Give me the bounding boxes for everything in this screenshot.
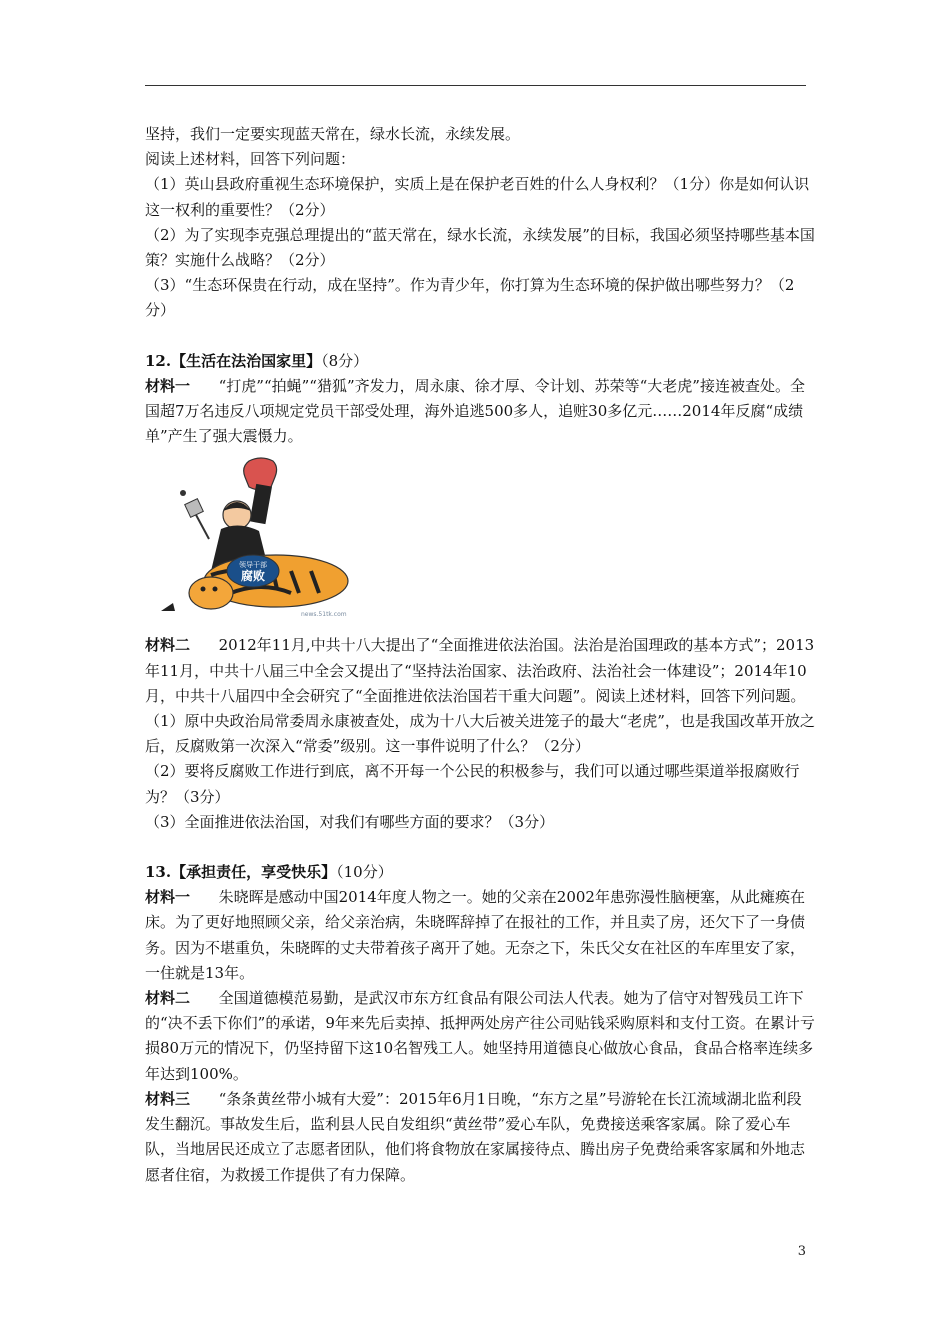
q12-number: 12. bbox=[145, 351, 172, 370]
q13-m2-text: 全国道德模范易勤，是武汉市东方红食品有限公司法人代表。她为了信守对智残员工许下的“决不丢下你们”的承诺，9年来先后卖掉、抵押两处房产往公司贴钱采购原料和支付工资。在累计亏损80万元的情况下，仍坚持留下这10名智残工人。她坚持用道德良心做放心食品，食品合格率连续多年达到100%。 bbox=[145, 989, 815, 1083]
intro-line-2: 阅读上述材料，回答下列问题： bbox=[145, 150, 356, 169]
q12-material-2 bbox=[145, 633, 815, 709]
q13-m2-label: 材料二 bbox=[145, 989, 191, 1008]
q13-material-2 bbox=[145, 986, 815, 1087]
q13-m3-label: 材料三 bbox=[145, 1089, 191, 1108]
q12-question-2: （2）要将反腐败工作进行到底，离不开每一个公民的积极参与，我们可以通过哪些渠道举报腐败行为？（3分） bbox=[145, 762, 800, 806]
q13-material-1 bbox=[145, 885, 815, 986]
image-watermark: news.51tk.com bbox=[301, 611, 347, 619]
q12-m1-label: 材料一 bbox=[145, 376, 191, 395]
document-body bbox=[145, 122, 815, 1188]
intro-question-3: （3）“生态环保贵在行动，成在坚持”。作为青少年，你打算为生态环境的保护做出哪些努力？（2分） bbox=[145, 276, 795, 320]
page-number: 3 bbox=[797, 1244, 806, 1259]
q13-m1-label: 材料一 bbox=[145, 888, 191, 907]
header-rule bbox=[145, 85, 806, 86]
q13-heading bbox=[145, 860, 815, 885]
q12-m2-label: 材料二 bbox=[145, 636, 191, 655]
anti-corruption-cartoon bbox=[151, 453, 361, 623]
intro-question-1: （1）英山县政府重视生态环境保护，实质上是在保护老百姓的什么人身权利？（1分）你是如何认识这一权利的重要性？（2分） bbox=[145, 175, 810, 219]
q13-m3-text: “条条黄丝带小城有大爱”：2015年6月1日晚，“东方之星”号游轮在长江流域湖北监利段发生翻沉。事故发生后，监利县人民自发组织“黄丝带”爱心车队，免费接送乘客家属。除了爱心车队，当地居民还成立了志愿者团队，他们将食物放在家属接待点、腾出房子免费给乘客家属和外地志愿者住宿，为救援工作提供了有力保障。 bbox=[145, 1089, 806, 1184]
q13-title: 【承担责任，享受快乐】 bbox=[171, 863, 337, 882]
q12-material-1 bbox=[145, 374, 815, 450]
sign-text-main: 腐败 bbox=[240, 569, 266, 584]
q13-number: 13. bbox=[145, 863, 172, 882]
q12-question-3: （3）全面推进依法治国，对我们有哪些方面的要求？（3分） bbox=[145, 812, 555, 831]
intro-line-1: 坚持，我们一定要实现蓝天常在，绿水长流，永续发展。 bbox=[145, 125, 521, 143]
cartoon-svg bbox=[151, 453, 361, 623]
q12-m1-text: “打虎”“拍蝇”“猎狐”齐发力，周永康、徐才厚、令计划、苏荣等“大老虎”接连被查处。全国超7万名违反八项规定党员干部受处理，海外追逃500多人，追赃30多亿元……2014年反腐“成绩单”产生了强大震慑力。 bbox=[145, 376, 805, 446]
q12-title: 【生活在法治国家里】 bbox=[171, 351, 322, 370]
q12-heading bbox=[145, 349, 815, 374]
q12-m2-text: 2012年11月,中共十八大提出了“全面推进依法治国。法治是治国理政的基本方式”；2013年11月，中共十八届三中全会又提出了“坚持法治国家、法治政府、法治社会一体建设”；2014年10月，中共十八届四中全会研究了“全面推进依法治国若干重大问题”。阅读上述材料，回答下列问题。 bbox=[145, 636, 815, 705]
sign-text-top: 领导干部 bbox=[239, 561, 267, 570]
q13-material-3 bbox=[145, 1087, 815, 1188]
q12-score: （8分） bbox=[321, 351, 369, 370]
intro-question-2: （2）为了实现李克强总理提出的“蓝天常在，绿水长流，永续发展”的目标，我国必须坚持哪些基本国策？实施什么战略？（2分） bbox=[145, 225, 815, 270]
q13-score: （10分） bbox=[336, 863, 393, 882]
q13-m1-text: 朱晓晖是感动中国2014年度人物之一。她的父亲在2002年患弥漫性脑梗塞，从此瘫痪在床。为了更好地照顾父亲，给父亲治病，朱晓晖辞掉了在报社的工作，并且卖了房，还欠下了一身债务。因为不堪重负，朱晓晖的丈夫带着孩子离开了她。无奈之下，朱氏父女在社区的车库里安了家，一住就是13年。 bbox=[145, 888, 806, 982]
q12-question-1: （1）原中央政治局常委周永康被查处，成为十八大后被关进笼子的最大“老虎”，也是我国改革开放之后，反腐败第一次深入“常委”级别。这一事件说明了什么？（2分） bbox=[145, 712, 815, 756]
